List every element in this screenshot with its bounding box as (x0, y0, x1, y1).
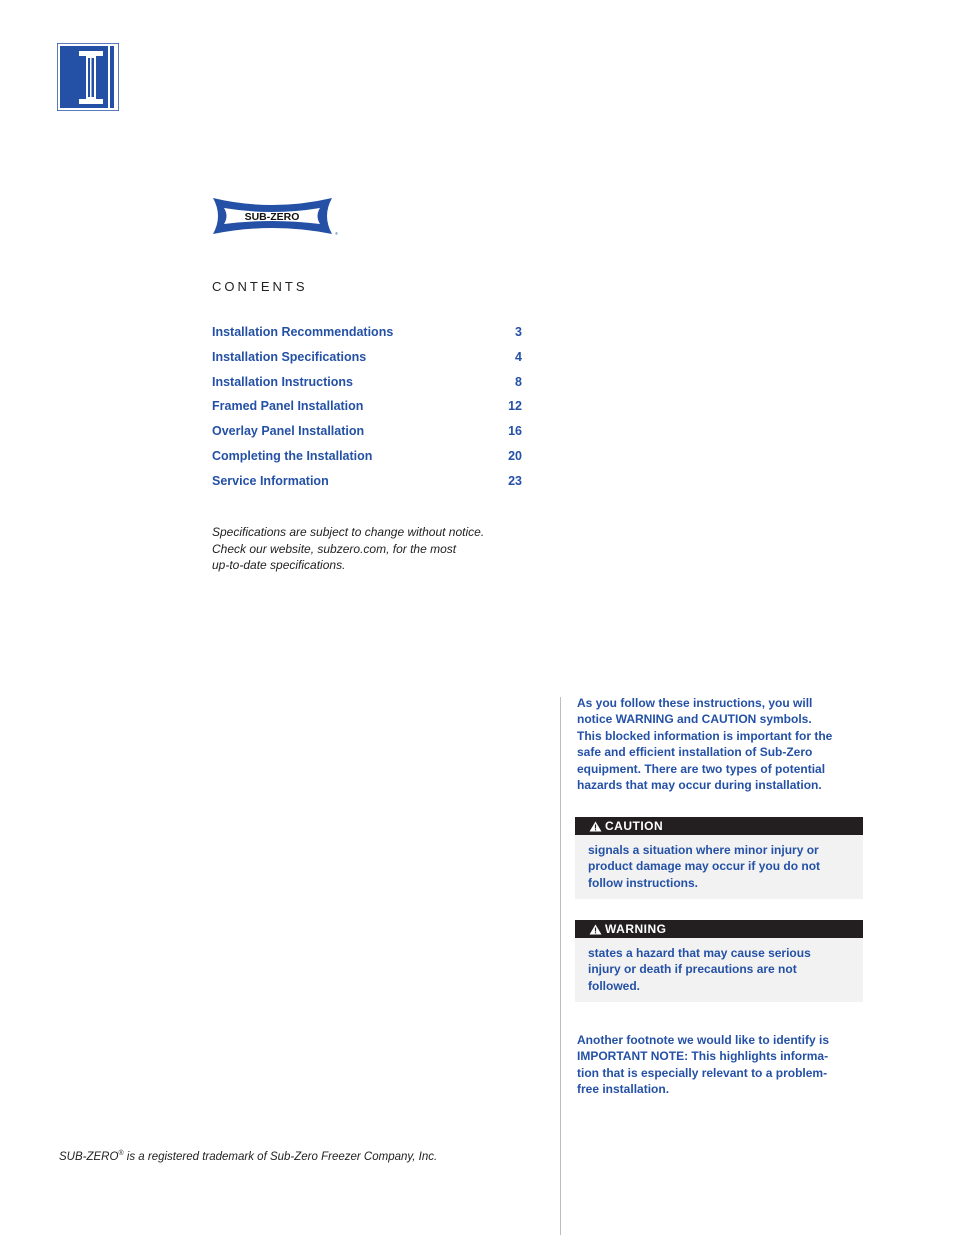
note-line: Specifications are subject to change without notice. (212, 525, 485, 539)
caution-line: product damage may occur if you do not (588, 859, 821, 874)
toc-item-service-information[interactable] (212, 474, 522, 499)
note-line: up-to-date specifications. (212, 558, 346, 572)
toc-page: 16 (508, 424, 522, 439)
toc-label: Overlay Panel Installation (212, 424, 365, 439)
toc-label: Service Information (212, 473, 329, 488)
note-line: Check our website, subzero.com, for the most (212, 541, 457, 556)
toc-page: 20 (508, 448, 522, 463)
intro-line: hazards that may occur during installation. (577, 778, 822, 793)
toc-item-installation-recommendations[interactable] (212, 325, 522, 350)
registered-symbol: ® (118, 1150, 124, 1157)
sub-zero-logo (210, 196, 340, 238)
trademark-notice (59, 1150, 437, 1163)
warning-line: states a hazard that may cause serious (588, 946, 811, 960)
toc-page: 12 (508, 399, 522, 414)
symbols-intro (577, 695, 877, 793)
intro-line: notice WARNING and CAUTION symbols. (577, 712, 812, 727)
caution-line: follow instructions. (588, 875, 698, 890)
column-divider (560, 697, 561, 1235)
toc-item-completing-the-installation[interactable] (212, 449, 522, 474)
important-note-intro (577, 1032, 877, 1098)
caution-label: CAUTION (605, 819, 664, 833)
toc-label: Installation Instructions (212, 374, 353, 389)
toc-page: 3 (515, 325, 522, 339)
warning-notice (575, 920, 863, 1002)
important-line: Another footnote we would like to identify is (577, 1033, 829, 1047)
contents-heading: CONTENTS (212, 279, 308, 294)
toc-item-overlay-panel-installation[interactable] (212, 424, 522, 449)
warning-line: followed. (588, 978, 640, 993)
toc-item-installation-specifications[interactable] (212, 350, 522, 375)
toc-item-framed-panel-installation[interactable] (212, 399, 522, 424)
toc-label: Completing the Installation (212, 448, 373, 463)
toc-page: 4 (515, 349, 522, 364)
important-line: IMPORTANT NOTE: This highlights informa- (577, 1049, 829, 1064)
intro-line: As you follow these instructions, you will (577, 696, 813, 710)
warning-triangle-icon (589, 821, 602, 832)
caution-header (575, 817, 863, 835)
logo-text: SUB-ZERO (244, 211, 300, 223)
svg-text:®: ® (335, 231, 338, 236)
specifications-note (212, 524, 532, 574)
installation-i-icon (57, 43, 119, 111)
trademark-brand: SUB-ZERO (59, 1150, 119, 1163)
warning-label: WARNING (605, 922, 667, 936)
caution-body (575, 835, 863, 899)
warning-body (575, 938, 863, 1002)
intro-line: This blocked information is important for the (577, 728, 833, 743)
toc-label: Installation Specifications (212, 349, 367, 364)
table-of-contents (212, 325, 522, 499)
trademark-text: is a registered trademark of Sub-Zero Freezer Company, Inc. (123, 1150, 438, 1163)
toc-item-installation-instructions[interactable] (212, 375, 522, 400)
warning-header (575, 920, 863, 938)
caution-line: signals a situation where minor injury or (588, 843, 819, 857)
toc-page: 23 (508, 473, 522, 488)
intro-line: equipment. There are two types of potential (577, 761, 826, 776)
important-line: tion that is especially relevant to a problem- (577, 1065, 828, 1080)
toc-label: Framed Panel Installation (212, 399, 364, 414)
warning-line: injury or death if precautions are not (588, 962, 797, 977)
toc-label: Installation Recommendations (212, 325, 394, 339)
caution-notice (575, 817, 863, 899)
intro-line: safe and efficient installation of Sub-Zero (577, 745, 813, 760)
important-line: free installation. (577, 1082, 670, 1097)
warning-triangle-icon (589, 924, 602, 935)
toc-page: 8 (515, 374, 522, 389)
